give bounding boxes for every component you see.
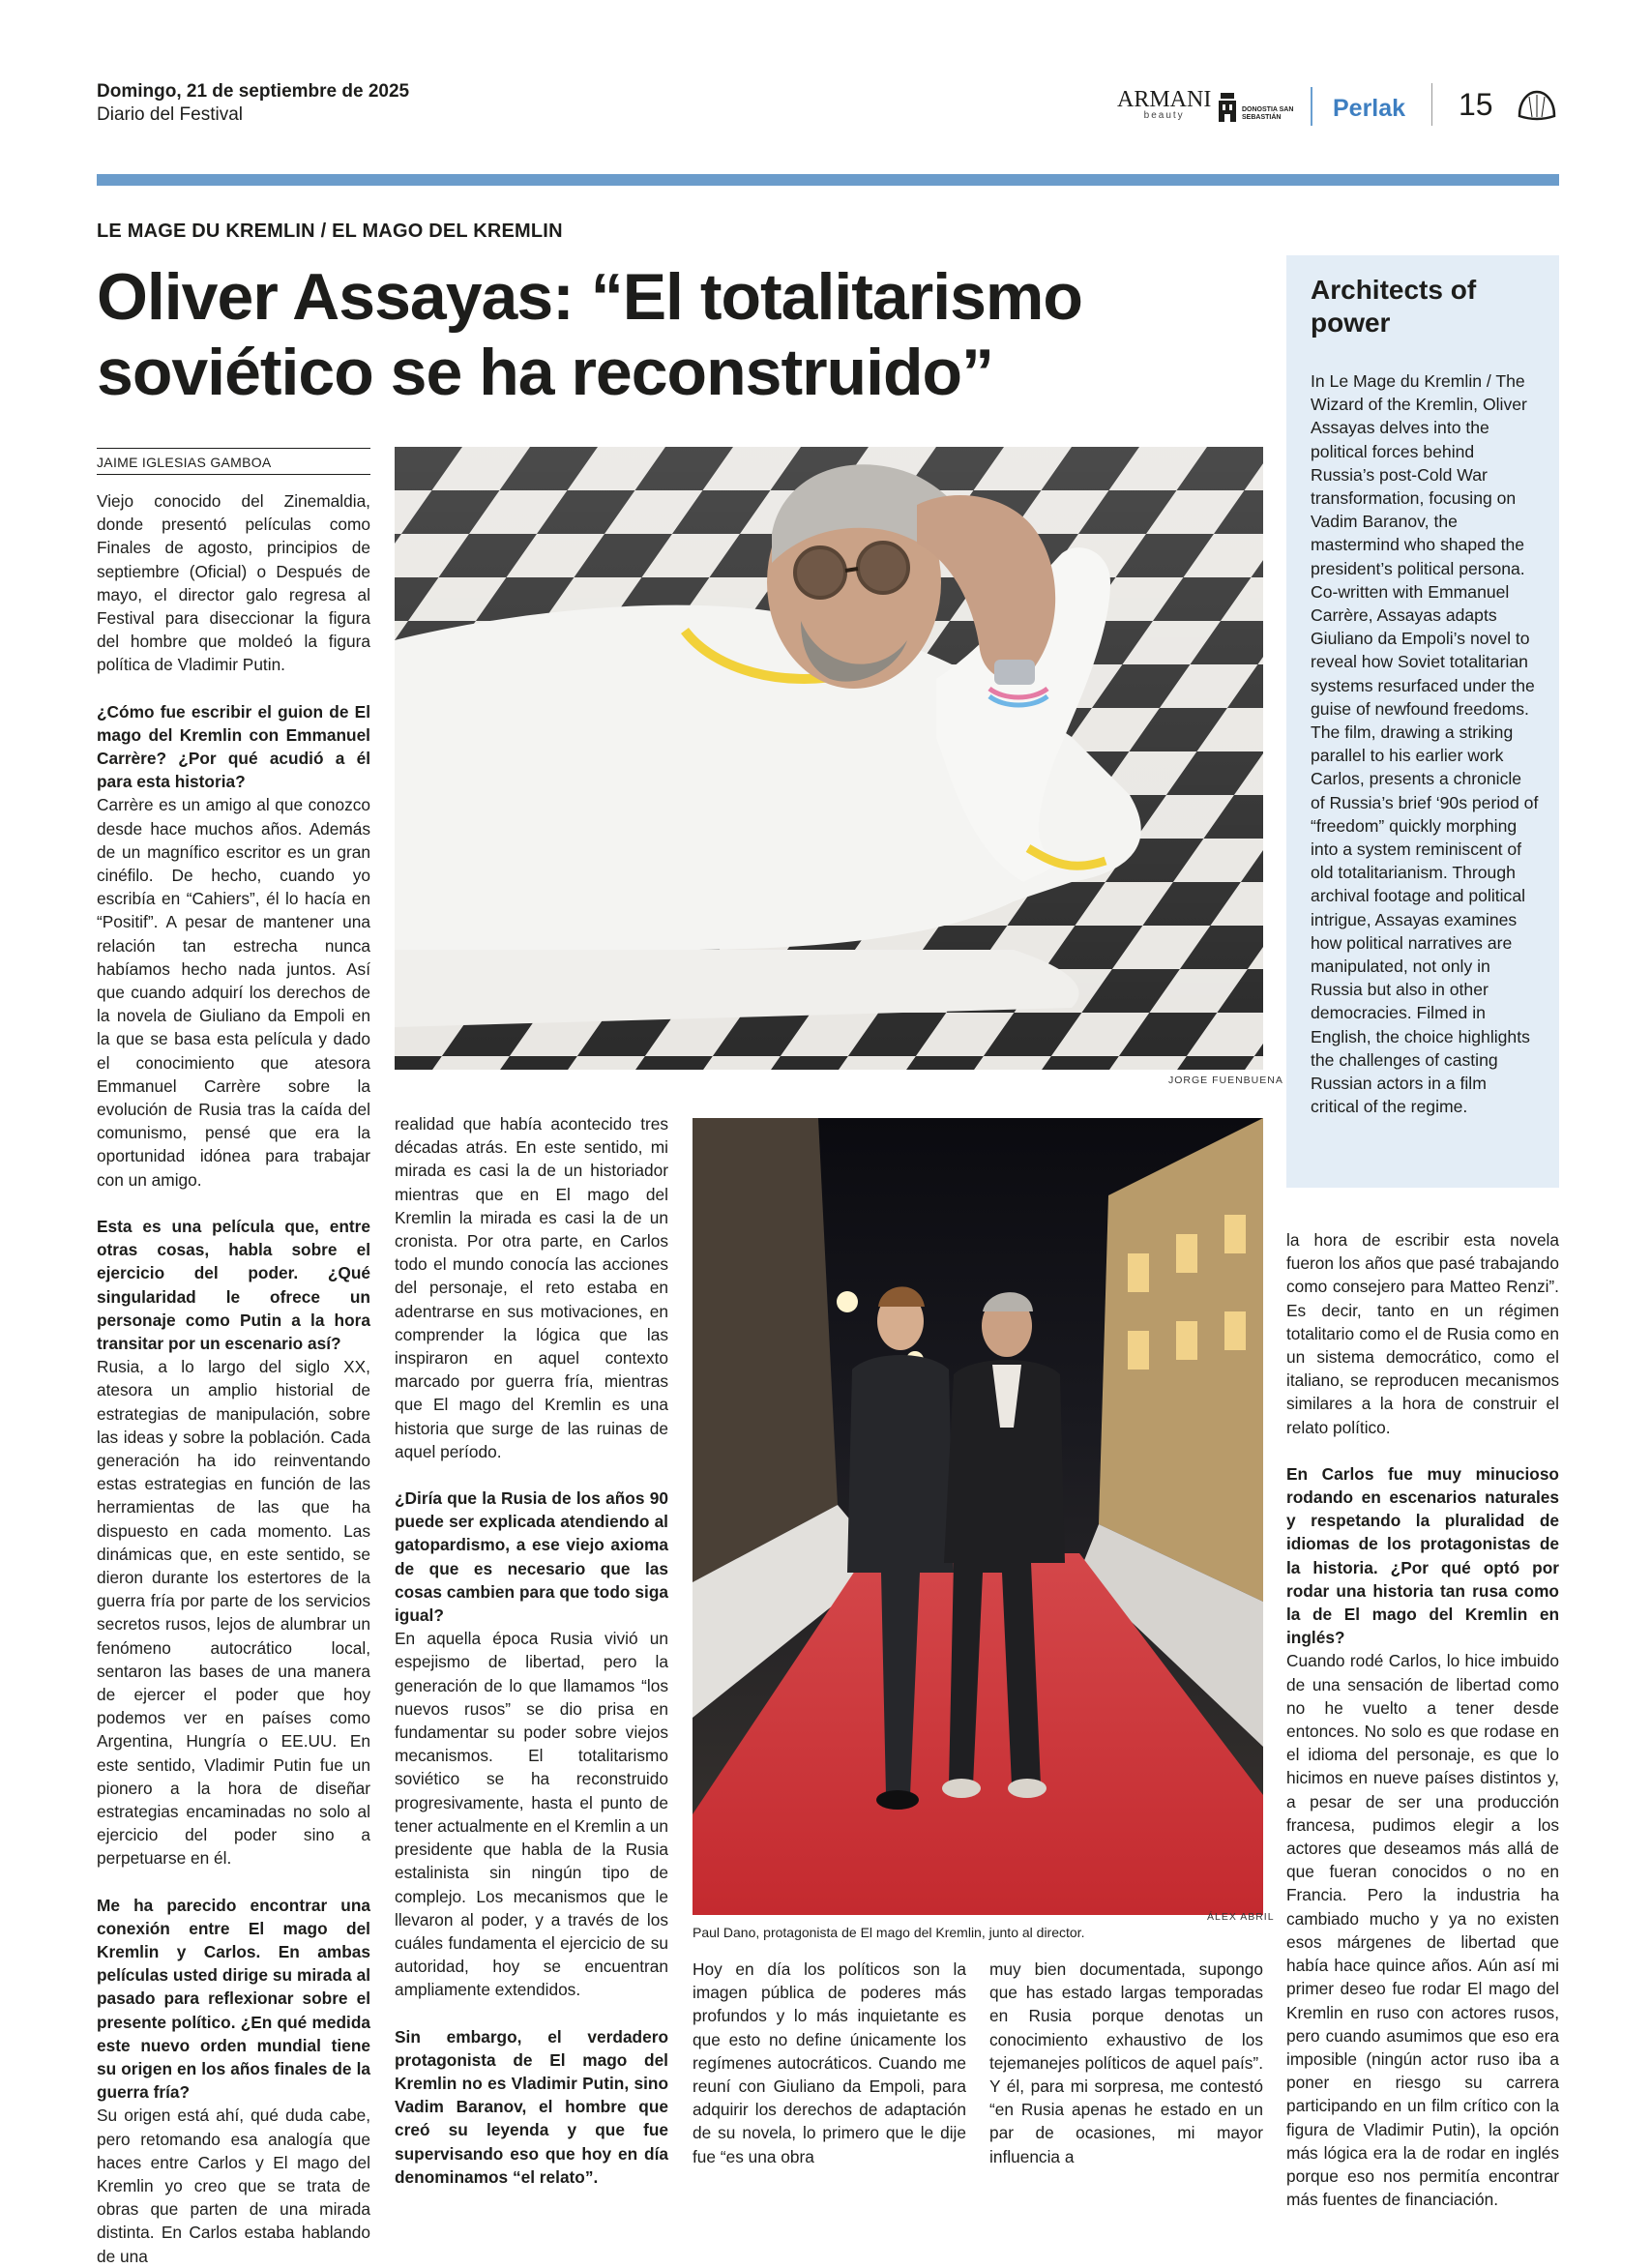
issue-date: Domingo, 21 de septiembre de 2025 (97, 81, 410, 102)
byline-rule (97, 474, 370, 475)
answer: realidad que había acontecido tres décadas atrás. En este sentido, mi mirada es casi la de un historiador mientras que en El mago del Kremlin la mirada es casi la de un cronista. Por otra parte, en Carlos todo el mundo conocía las acciones del personaje, el reto estaba en adentrarse en sus motivaciones, en comprender la lógica que las inspiraron en aquel contexto marcado por guerra fría, mientras que El mago del Kremlin es una historia que surge de las ruinas de aquel período. (395, 1114, 668, 1461)
byline-rule (97, 448, 370, 449)
top-rule (97, 174, 1559, 186)
question: Sin embargo, el verdadero protagonista de El mago del Kremlin no es Vladimir Putin, sino Vadim Baranov, el hombre que creó su leyenda y que fue supervisando eso que hoy en día denominamos “el relato”. (395, 2026, 668, 2187)
header-divider (1431, 83, 1432, 126)
page-number: 15 (1459, 87, 1493, 122)
sponsor-logo (1117, 89, 1211, 122)
question: ¿Diría que la Rusia de los años 90 puede ser explicada atendiendo al gatopardismo, a ese viejo axioma de que es necesario que las cosas cambien para que todo siga igual? (395, 1488, 668, 1626)
director-portrait-photo (395, 447, 1263, 1070)
publication-name: Diario del Festival (97, 104, 243, 125)
sponsor-logo-sub: beauty (1143, 110, 1185, 121)
answer: Rusia, a lo largo del siglo XX, atesora un amplio historial de estrategias de manipulación, sobre las ideas y sobre la población. Cada generación ha ido reinventando estas estrategias en función de las herramientas de las que ha dispuesto en cada momento. Las dinámicas que, en este sentido, se dieron durante los estertores de la guerra fría por parte de los servicios secretos rusos, lejos de alumbrar un fenómeno autocrático local, sentaron las bases de una manera de ejercer el poder que hoy podemos ver en países como Argentina, Hungría o EE.UU. En este sentido, Vladimir Putin fue un pionero a la hora de diseñar estrategias encaminadas no solo al ejercicio del poder sino a perpetuarse en él. (97, 1357, 370, 1869)
text-column-4 (989, 1958, 1263, 2168)
header-divider (1311, 87, 1312, 126)
shell-icon (1517, 87, 1557, 124)
red-carpet-photo (693, 1118, 1263, 1915)
answer: En aquella época Rusia vivió un espejismo de libertad, pero la generación de lo que llamamos “los nuevos rusos” se dio prisa en fundamentar su poder sobre viejos mecanismos. El totalitarismo soviético se ha reconstruido progresivamente, hasta el punto de tener actualmente en el Kremlin a un presidente que habla de la Rusia estalinista sin ningún tipo de complejo. Los mecanismos que le llevaron al poder, y a través de los cuáles fundamenta el ejercicio de su autoridad, hoy se encuentran ampliamente extendidos. (395, 1629, 668, 2000)
answer: Cuando rodé Carlos, lo hice imbuido de una sensación de libertad como no he vuelto a tener desde entonces. No solo es que rodase en el idioma del personaje, es que lo hicimos en nueve países distintos y, a pesar de ser una producción francesa, pudimos elegir a los actores que deseamos más allá de que fueran conocidos o no en Francia. Pero la industria ha cambiado mucho y ya no existen esos márgenes de libertad que había hace quince años. Aún así mi primer deseo fue rodar El mago del Kremlin en ruso con actores rusos, pero cuando asumimos que eso era imposible (ningún actor ruso iba a poner en riesgo su carrera participando en un film crítico con la figura de Vladimir Putin), la opción más lógica era la de rodar en inglés porque eso nos permitía encontrar más fuentes de financiación. (1286, 1651, 1559, 2210)
text-column-1 (97, 489, 370, 2268)
intro-paragraph: Viejo conocido del Zinemaldia, donde presentó películas como Finales de agosto, principios de septiembre (Oficial) o Después de mayo, el director galo regresa al Festival para diseccionar la figura del hombre que moldeó la figura política de Vladimir Putin. (97, 491, 370, 675)
photo-credit: ÁLEX ABRIL (1207, 1911, 1275, 1923)
question: En Carlos fue muy minucioso rodando en escenarios naturales y respetando la pluralidad de idiomas de los protagonistas de la historia. ¿Por qué optó por rodar una historia tan rusa como la de El mago del Kremlin en inglés? (1286, 1463, 1559, 1648)
city-logo (1217, 87, 1296, 130)
section-name: Perlak (1333, 95, 1406, 122)
answer: Hoy en día los políticos son la imagen pública de poderes más profundos y lo más inquietante es que esto no define únicamente los regímenes autocráticos. Cuando me reuní con Giuliano da Empoli, para adquirir los derechos de adaptación de su novela, lo primero que le dije fue “es una obra (693, 1959, 966, 2166)
answer: la hora de escribir esta novela fueron los años que pasé trabajando como consejero para Matteo Renzi”. Es decir, tanto en un régimen totalitario como el de Rusia como en un sistema democrático, como el italiano, se reproducen mecanismos similares a la hora de construir el relato político. (1286, 1230, 1559, 1437)
sidebar-title: Architects of power (1311, 275, 1477, 338)
photo-caption: Paul Dano, protagonista de El mago del Kremlin, junto al director. (693, 1925, 1085, 1940)
sidebar-body: In Le Mage du Kremlin / The Wizard of the Kremlin, Oliver Assayas delves into the political forces behind Russia’s post-Cold War transformation, focusing on Vadim Baranov, the mastermind who shaped the president’s political persona. Co-written with Emmanuel Carrère, Assayas adapts Giuliano da Empoli’s novel to reveal how Soviet totalitarian systems resurfaced under the guise of newfound freedoms. The film, drawing a striking parallel to his earlier work Carlos, presents a chronicle of Russia’s brief ‘90s period of “freedom” quickly morphing into a system reminiscent of old totalitarianism. Through archival footage and political intrigue, Assayas examines how political narratives are manipulated, not only in Russia but also in other democracies. Filmed in English, the choice highlights the challenges of casting Russian actors in a film critical of the regime. (1311, 371, 1539, 1117)
byline: JAIME IGLESIAS GAMBOA (97, 455, 272, 470)
text-column-5 (1286, 1228, 1559, 2211)
answer: muy bien documentada, supongo que has estado largas temporadas en Rusia porque denotas un conocimiento exhaustivo de los tejemanejes políticos de aquel país”. Y él, para mi sorpresa, me contestó “en Rusia apenas he estado en un par de ocasiones, mi mayor influencia a (989, 1959, 1263, 2166)
text-column-3 (693, 1958, 966, 2168)
text-column-2 (395, 1112, 668, 2189)
city-logo-text: DONOSTIA SAN SEBASTIÁN (1242, 106, 1294, 121)
answer: Su origen está ahí, qué duda cabe, pero retomando esa analogía que haces entre Carlos y El mago del Kremlin yo creo que se trata de obras que parten de una mirada distinta. En Carlos estaba hablando de una (97, 2106, 370, 2266)
article-kicker: LE MAGE DU KREMLIN / EL MAGO DEL KREMLIN (97, 221, 563, 242)
article-headline: Oliver Assayas: “El totalitarismo soviético se ha reconstruido” (97, 260, 1082, 409)
sponsor-logo-name: ARMANI (1117, 87, 1212, 112)
question: Esta es una película que, entre otras cosas, habla sobre el ejercicio del poder. ¿Qué singularidad le ofrece un personaje como Putin a la hora transitar por un escenario así? (97, 1216, 370, 1353)
photo-credit: JORGE FUENBUENA (1168, 1075, 1283, 1086)
question: ¿Cómo fue escribir el guion de El mago del Kremlin con Emmanuel Carrère? ¿Por qué acudió a él para esta historia? (97, 701, 370, 792)
question: Me ha parecido encontrar una conexión entre El mago del Kremlin y Carlos. En ambas películas usted dirige su mirada al pasado para reflexionar sobre el presente político. ¿En qué medida este nuevo orden mundial tiene su origen en los años finales de la guerra fría? (97, 1895, 370, 2103)
answer: Carrère es un amigo al que conozco desde hace muchos años. Además de un magnífico escritor es un gran cinéfilo. De hecho, cuando yo escribía en “Cahiers”, él lo hacía en “Positif”. A pesar de mantener una relación tan estrecha nunca habíamos hecho nada juntos. Así que cuando adquirí los derechos de la novela de Giuliano da Empoli en la que se basa esta película y dado el conocimiento que atesora Emmanuel Carrère sobre la evolución de Rusia tras la caída del comunismo, pensé que era la oportunidad idónea para trabajar con un amigo. (97, 795, 370, 1190)
